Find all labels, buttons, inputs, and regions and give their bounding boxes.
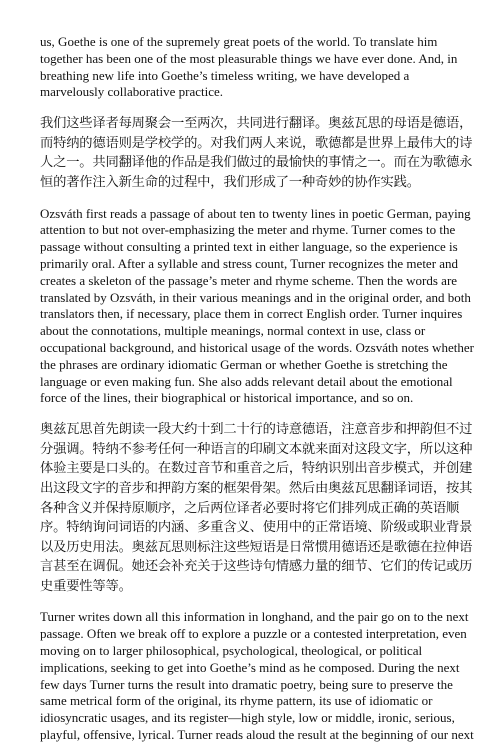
chinese-paragraph-1: 我们这些译者每周聚会一至两次，共同进行翻译。奥兹瓦思的母语是德语，而特纳的德语则是学校学的。对我们两人来说，歌德都是世界上最伟大的诗人之一。共同翻译他的作品是我们做过的最愉快的事情之一。而在为歌德永恒的著作注入新生命的过程中，我们形成了一种奇妙的协作实践。 [40, 116, 473, 190]
chinese-paragraph-2: 奥兹瓦思首先朗读一段大约十到二十行的诗意德语，注意音步和押韵但不过分强调。特纳不参考任何一种语言的印刷文本就来面对这段文字，所以这种体验主要是口头的。在数过音节和重音之后，特纳识别出音步模式，并创建出这段文字的音步和押韵方案的框架骨架。然后由奥兹瓦思翻译词语，按其各种含义并保持原顺序，之后两位译者必要时将它们排列成正确的英语顺序。特纳询问词语的内涵、多重含义、使用中的正常语境、阶级或职业背景以及历史用法。奥兹瓦思则标注这些短语是日常惯用德语还是歌德在拉伸语言甚至在调侃。她还会补充关于这些诗句情感力量的细节、它们的传记或历史重要性等等。 [40, 422, 473, 594]
english-paragraph-3: Turner writes down all this information in longhand, and the pair go on to the next passage. Often we break off to explore a puzzle or a contested interpretation, even moving on to larger philosophical, psychological, theological, or political implications, seeking to get into Goethe’s mind as he composed. During the next few days Turner turns the result into dramatic poetry, being sure to preserve the same metrical form of the original, its rhyme pattern, its use of idiomatic or idiosyncratic usages, and its register—high style, low or middle, ironic, serious, playful, offensive, lyrical. Turner reads aloud the result at the beginning of our next [40, 609, 474, 743]
english-paragraph-1: us, Goethe is one of the supremely great poets of the world. To translate him together has been one of the most pleasurable things we have ever done. And, in breathing new life into Goethe’s timeless writing, we have developed a marvelously collaborative practice. [40, 34, 458, 100]
english-paragraph-2: Ozsváth first reads a passage of about ten to twenty lines in poetic German, paying attention to but not over-emphasizing the meter and rhyme. Turner comes to the passage without consulting a printed text in either language, so the experience is primarily oral. After a syllable and stress count, Turner recognizes the meter and creates a skeleton of the passage’s meter and rhyme scheme. Then the words are translated by Ozsváth, in their various meanings and in the original order, and both translators then, if necessary, place them in correct English order. Turner inquires about the connotations, multiple meanings, normal context in use, class or occupational background, and historical usage of the words. Ozsváth notes whether the phrases are ordinary idiomatic German or whether Goethe is stretching the language or even making fun. She also adds relevant detail about the emotional force of the lines, their biographical or historical importance, and so on. [40, 205, 474, 406]
